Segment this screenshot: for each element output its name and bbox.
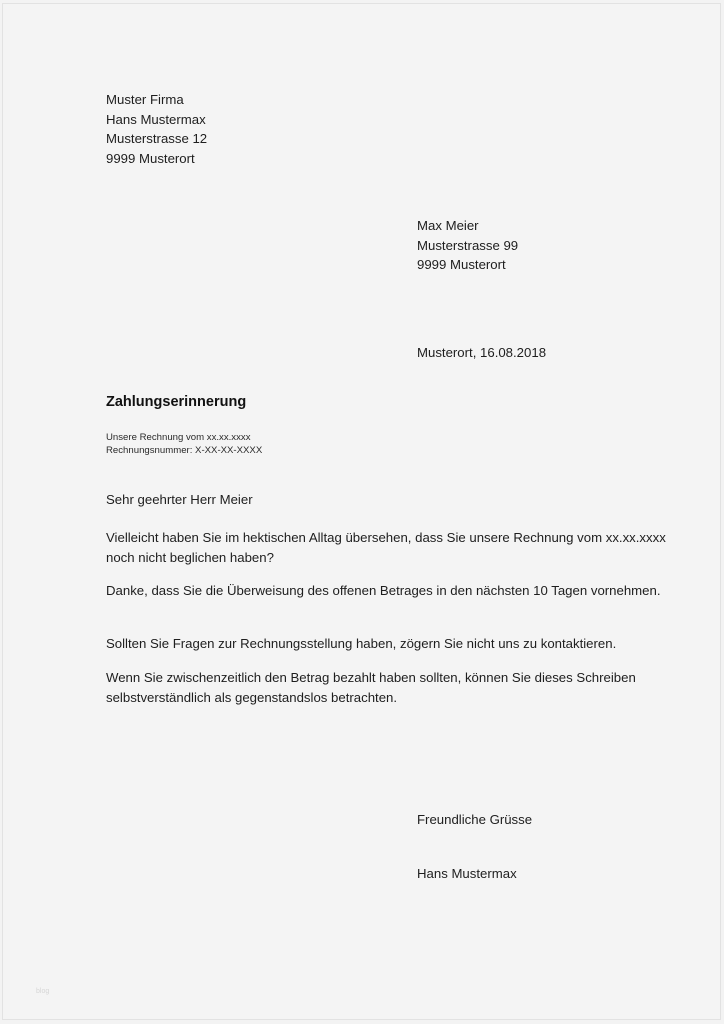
recipient-address: [417, 216, 518, 275]
invoice-date-reference: Unsere Rechnung vom xx.xx.xxxx: [106, 432, 251, 443]
recipient-name: Max Meier: [417, 218, 479, 233]
date-line: Musterort, 16.08.2018: [417, 345, 547, 360]
letter-page: [2, 3, 721, 1020]
recipient-street: Musterstrasse 99: [417, 237, 519, 253]
body-paragraph: Danke, dass Sie die Überweisung des offenen Betrages in den nächsten 10 Tagen vornehmen.: [106, 583, 661, 598]
recipient-city: 9999 Musterort: [417, 257, 506, 272]
sender-address: [106, 90, 207, 168]
sender-city: 9999 Musterort: [106, 150, 195, 166]
sender-name: Hans Mustermax: [106, 111, 206, 127]
invoice-references: [106, 431, 262, 457]
salutation: Sehr geehrter Herr Meier: [106, 492, 253, 507]
body-paragraph: Wenn Sie zwischenzeitlich den Betrag bezahlt haben sollten, können Sie dieses Schreiben selbstverständlich als gegenstandslos betrachten.: [106, 670, 636, 705]
sender-street: Musterstrasse 12: [106, 131, 208, 146]
closing-phrase: Freundliche Grüsse: [417, 812, 533, 827]
watermark-text: blog: [36, 988, 50, 995]
body-paragraph: Vielleicht haben Sie im hektischen Alltag übersehen, dass Sie unsere Rechnung vom xx.xx.xxxx noch nicht beglichen haben?: [106, 530, 666, 565]
letter-subject: Zahlungserinnerung: [106, 394, 247, 410]
signature-name: Hans Mustermax: [417, 866, 517, 881]
sender-company: Muster Firma: [106, 92, 184, 107]
body-paragraph: Sollten Sie Fragen zur Rechnungsstellung haben, zögern Sie nicht uns zu kontaktieren.: [106, 636, 617, 651]
invoice-number-reference: Rechnungsnummer: X-XX-XX-XXXX: [106, 445, 263, 456]
